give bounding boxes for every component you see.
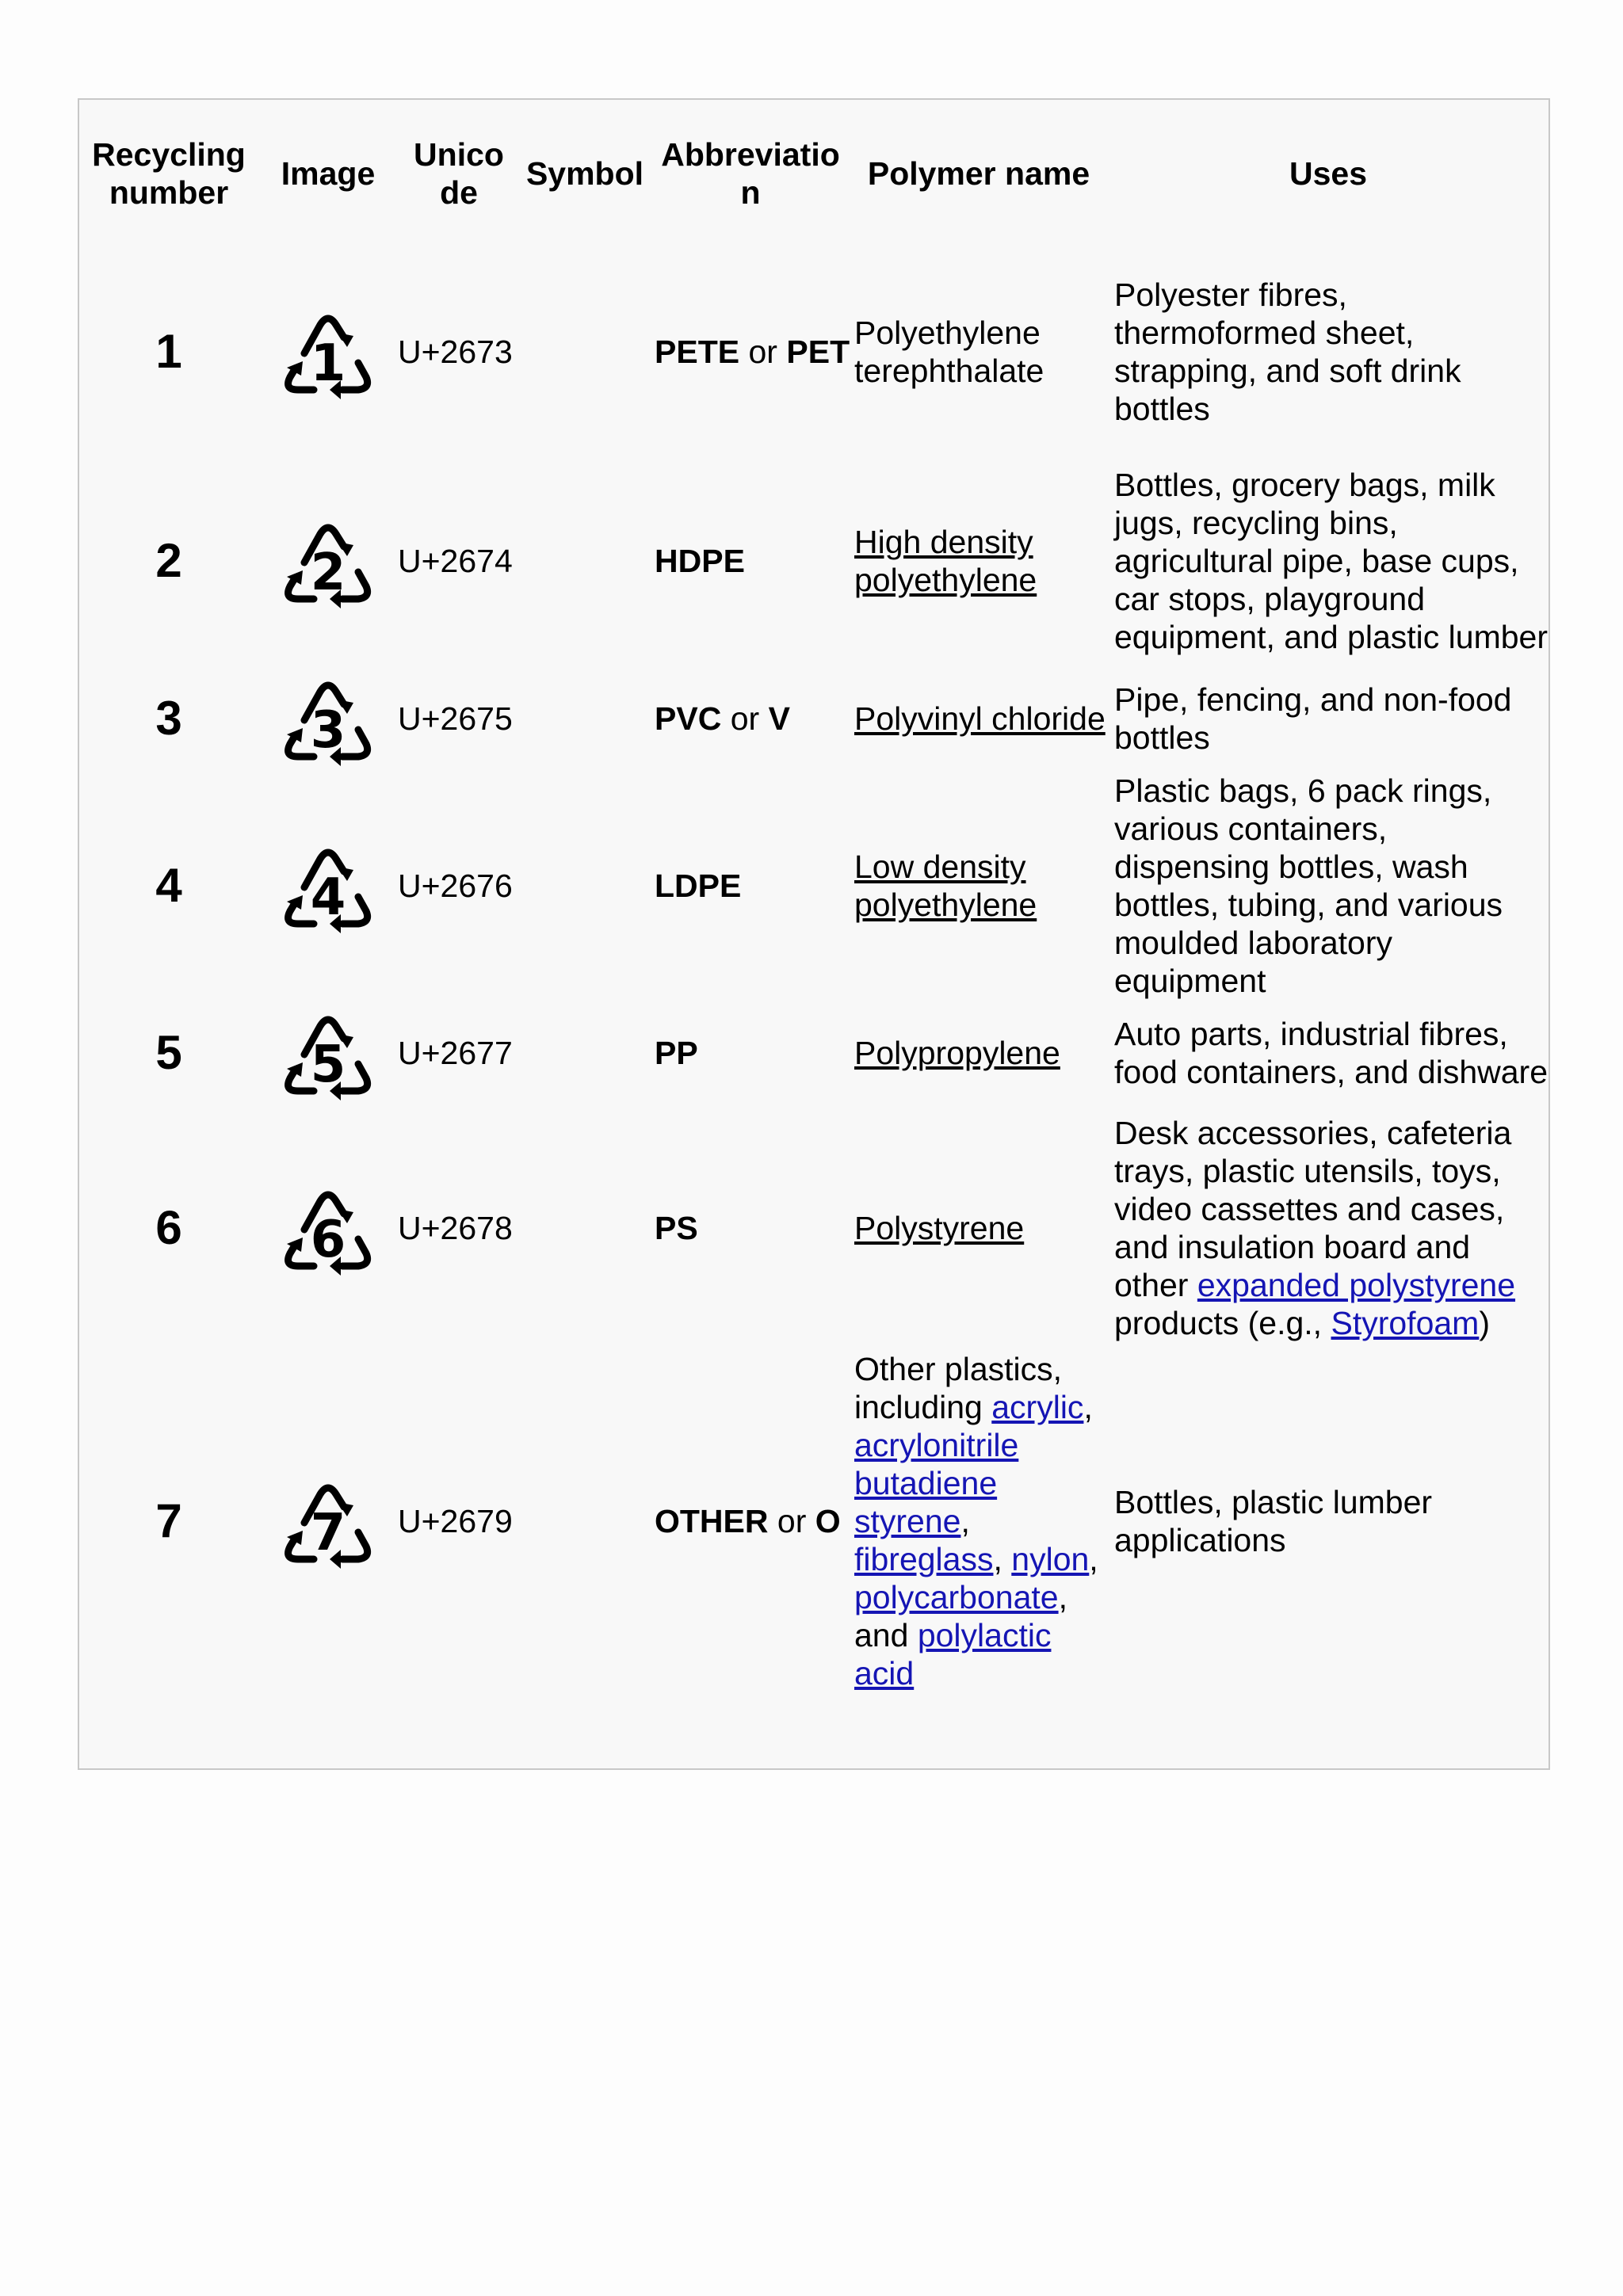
recycling-number-cell: 7 [155, 1494, 182, 1547]
image-cell [258, 1000, 398, 1106]
header-recycling-number: Recycling number [92, 136, 246, 211]
polymer-name-cell[interactable] [851, 772, 1106, 1000]
recycle-3-icon [274, 668, 382, 769]
expanded-polystyrene-link[interactable]: expanded polystyrene [1197, 1267, 1516, 1303]
recycling-number-cell: 5 [155, 1026, 182, 1079]
image-cell [258, 247, 398, 456]
recycle-7-icon [274, 1470, 382, 1572]
uses-cell: Auto parts, industrial fibres, food containers, and dishware [1114, 1016, 1549, 1090]
abbreviation-cell: PVC or V [655, 700, 790, 737]
uses-cell: Pipe, fencing, and non-food bottles [1114, 681, 1512, 756]
svg-text:5: 5 [310, 1035, 346, 1094]
uses-cell: Bottles, plastic lumber applications [1114, 1484, 1433, 1558]
header-uses: Uses [1289, 155, 1367, 192]
unicode-cell: U+2678 [398, 1210, 513, 1246]
polymer-name-cell[interactable] [851, 1000, 1106, 1106]
abbreviation-cell: LDPE [655, 868, 742, 904]
header-abbreviation: Abbreviation [661, 136, 840, 211]
table-row [79, 772, 1550, 1000]
unicode-cell: U+2677 [398, 1035, 513, 1071]
svg-text:7: 7 [310, 1504, 346, 1562]
symbol-cell [520, 1000, 650, 1106]
abbreviation-cell: OTHER or O [655, 1503, 841, 1539]
image-cell [258, 666, 398, 772]
recycle-5-icon [274, 1002, 382, 1104]
polymer-name-cell[interactable] [851, 1106, 1106, 1350]
symbol-cell [520, 666, 650, 772]
unicode-cell: U+2673 [398, 334, 513, 370]
uses-cell: Plastic bags, 6 pack rings, various containers, dispensing bottles, wash bottles, tubing, and various moulded laboratory equipment [1114, 772, 1503, 999]
resin-codes-table-box [78, 98, 1550, 1770]
symbol-cell [520, 456, 650, 666]
unicode-cell: U+2675 [398, 700, 513, 737]
table-row [79, 1350, 1550, 1692]
header-unicode: Unicode [414, 136, 504, 211]
recycling-number-cell: 3 [155, 692, 182, 745]
table-row [79, 1000, 1550, 1106]
abbreviation-cell: PS [655, 1210, 698, 1246]
uses-cell: Bottles, grocery bags, milk jugs, recycling bins, agricultural pipe, base cups, car stops, playground equipment, and plastic lumber [1114, 467, 1548, 655]
recycle-1-icon [274, 301, 382, 402]
table-row [79, 456, 1550, 666]
fibreglass-link[interactable]: fibreglass [854, 1541, 994, 1577]
recycle-6-icon [274, 1177, 382, 1279]
recycling-number-cell: 2 [155, 534, 182, 587]
polymer-name-cell[interactable] [851, 666, 1106, 772]
uses-cell: Polyester fibres, thermoformed sheet, strapping, and soft drink bottles [1114, 277, 1461, 427]
svg-text:6: 6 [310, 1211, 346, 1269]
image-cell [258, 456, 398, 666]
polymer-link[interactable]: Polypropylene [854, 1035, 1060, 1071]
recycling-number-cell: 6 [155, 1201, 182, 1254]
polymer-link[interactable]: Low density polyethylene [854, 849, 1037, 923]
table-row [79, 1106, 1550, 1350]
polymer-name-cell: Polyethylene terephthalate [854, 315, 1044, 389]
symbol-cell [520, 247, 650, 456]
polymer-link[interactable]: High density polyethylene [854, 524, 1037, 598]
unicode-cell: U+2674 [398, 543, 513, 579]
recycling-number-cell: 4 [155, 859, 182, 912]
unicode-cell: U+2676 [398, 868, 513, 904]
polylactic-acid-link[interactable]: polylactic acid [854, 1617, 1052, 1691]
svg-text:1: 1 [310, 334, 346, 393]
symbol-cell [520, 1350, 650, 1692]
polymer-name-cell: Other plastics, including acrylic, acrylonitrile butadiene styrene, fibreglass, nylon, polycarbonate, and polylactic acid [854, 1351, 1098, 1691]
svg-text:3: 3 [310, 701, 346, 760]
nylon-link[interactable]: nylon [1011, 1541, 1090, 1577]
table-row [79, 247, 1550, 456]
uses-cell: Desk accessories, cafeteria trays, plastic utensils, toys, video cassettes and cases, and insulation board and other expanded polystyrene products (e.g., Styrofoam) [1114, 1115, 1516, 1341]
image-cell [258, 1350, 398, 1692]
abbreviation-cell: PP [655, 1035, 698, 1071]
table-header-row [79, 100, 1550, 247]
svg-text:2: 2 [310, 543, 346, 602]
recycle-2-icon [274, 510, 382, 612]
header-symbol: Symbol [525, 155, 644, 192]
abs-link[interactable]: acrylonitrile butadiene styrene [854, 1427, 1019, 1539]
header-polymer-name: Polymer name [867, 155, 1090, 192]
polymer-link[interactable]: Polystyrene [854, 1210, 1025, 1246]
abbreviation-cell: PETE or PET [655, 334, 850, 370]
styrofoam-link[interactable]: Styrofoam [1331, 1305, 1480, 1341]
image-cell [258, 1106, 398, 1350]
unicode-cell: U+2679 [398, 1503, 513, 1539]
header-image: Image [281, 155, 376, 192]
symbol-cell [520, 772, 650, 1000]
abbreviation-cell: HDPE [655, 543, 745, 579]
acrylic-link[interactable]: acrylic [991, 1389, 1084, 1425]
image-cell [258, 772, 398, 1000]
polymer-link[interactable]: Polyvinyl chloride [854, 700, 1106, 737]
recycle-4-icon [274, 835, 382, 936]
polycarbonate-link[interactable]: polycarbonate [854, 1579, 1059, 1615]
resin-codes-table [79, 100, 1550, 1692]
recycling-number-cell: 1 [155, 325, 182, 378]
svg-text:4: 4 [310, 868, 346, 927]
polymer-name-cell[interactable] [851, 456, 1106, 666]
table-row [79, 666, 1550, 772]
symbol-cell [520, 1106, 650, 1350]
